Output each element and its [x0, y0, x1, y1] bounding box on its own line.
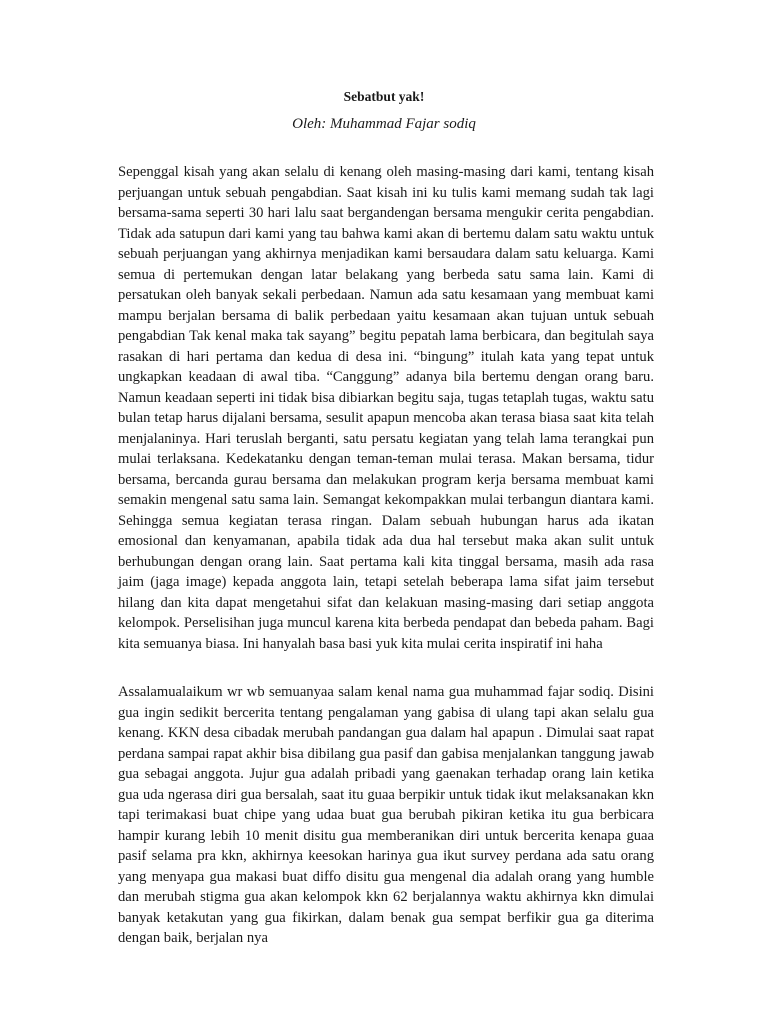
paragraph-intro: Sepenggal kisah yang akan selalu di kenang oleh masing-masing dari kami, tentang kisah perjuangan untuk sebuah pengabdian. Saat kisah ini ku tulis kami memang sudah tak lagi bersama-sama seperti 30 hari lalu saat bergandengan bersama mengukir cerita pengabdian. Tidak ada satupun dari kami yang tau bahwa kami akan di bertemu dalam satu waktu untuk sebuah perjuangan yang akhirnya menjadikan kami bersaudara dalam satu keluarga. Kami semua di pertemukan dengan latar belakang yang berbeda satu sama lain. Kami di persatukan oleh banyak sekali perbedaan. Namun ada satu kesamaan yang membuat kami mampu berjalan bersama di balik perbedaan yaitu kesamaan akan tujuan untuk sebuah pengabdian Tak kenal maka tak sayang” begitu pepatah lama berbicara, dan begitulah saya rasakan di hari pertama dan kedua di desa ini. “bingung” itulah kata yang tepat untuk ungkapkan keadaan di awal tiba. “Canggung” adanya bila bertemu dengan orang baru. Namun keadaan seperti ini tidak bisa dibiarkan begitu saja, tugas tetaplah tugas, waktu satu bulan tetap harus dijalani bersama, sesulit apapun mencoba akan terasa biasa saat kita telah menjalaninya. Hari teruslah berganti, satu persatu kegiatan yang telah lama terangkai pun mulai terlaksana. Kedekatanku dengan teman-teman mulai terasa. Makan bersama, tidur bersama, bercanda gurau bersama dan melakukan program kerja bersama membuat kami semakin mengenal satu sama lain. Semangat kekompakkan mulai terbangun diantara kami. Sehingga semua kegiatan terasa ringan. Dalam sebuah hubungan harus ada ikatan emosional dan kenyamanan, apabila tidak ada dua hal tersebut maka akan sulit untuk berhubungan dengan orang lain. Saat pertama kali kita tinggal bersama, masih ada rasa jaim (jaga image) kepada anggota lain, tetapi setelah beberapa lama sifat jaim tersebut hilang dan kita dapat mengetahui sifat dan kelakuan masing-masing dari setiap anggota kelompok. Perselisihan juga muncul karena kita berbeda pendapat dan bebeda paham. Bagi kita semuanya biasa. Ini hanyalah basa basi yuk kita mulai cerita inspiratif ini haha [118, 164, 654, 652]
document-title: Sebatbut yak! [343, 89, 425, 104]
document-author: Oleh: Muhammad Fajar sodiq [292, 116, 476, 132]
paragraph-story: Assalamualaikum wr wb semuanyaa salam kenal nama gua muhammad fajar sodiq. Disini gua ingin sedikit bercerita tentang pengalaman yang gabisa di ulang tapi akan selalu gua kenang. KKN desa cibadak merubah pandangan gua dalam hal apapun . Dimulai saat rapat perdana sampai rapat akhir bisa dibilang gua pasif dan gabisa menjalankan tanggung jawab gua sebagai anggota. Jujur gua adalah pribadi yang gaenakan terhadap orang lain ketika gua uda ngerasa diri gua bersalah, saat itu guaa berpikir untuk tidak ikut melaksanakan kkn tapi terimakasi buat chipe yang udaa buat gua berubah pikiran ketika itu gua berbicara hampir kurang lebih 10 menit disitu gua memberanikan diri untuk bercerita kenapa guaa pasif selama pra kkn, akhirnya keesokan harinya gua ikut survey perdana ada satu orang yang menyapa gua makasi buat diffo disitu gua mengenal dia adalah orang yang humble dan merubah stigma gua akan kelompok kkn 62 berjalannya waktu akhirnya kkn dimulai banyak ketakutan yang gua fikirkan, dalam benak gua sempat berfikir gua ga diterima dengan baik, berjalan nya [118, 684, 654, 946]
